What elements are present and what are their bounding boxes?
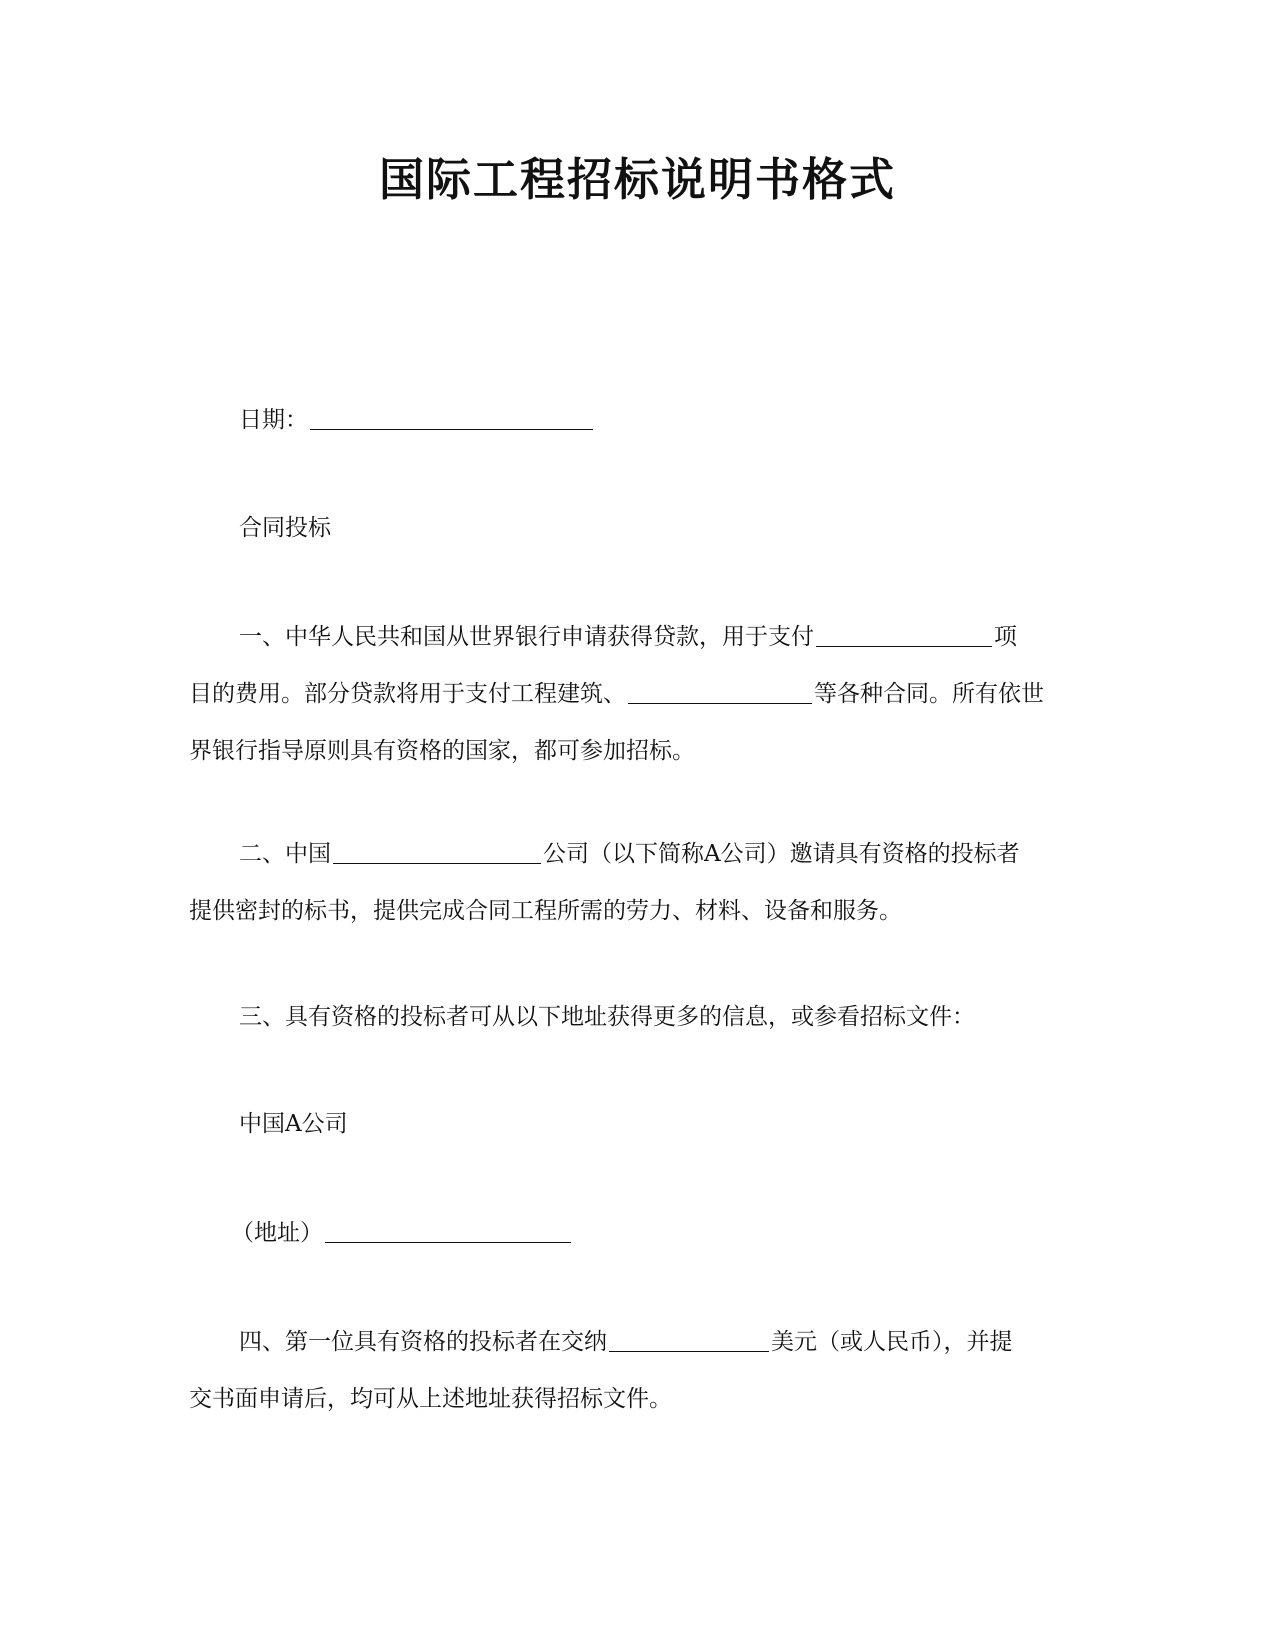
para1-line1-end: 项 — [994, 624, 1017, 650]
para1-line1-text: 一、中华人民共和国从世界银行申请获得贷款，用于支付 — [239, 624, 814, 650]
para4-line2: 交书面申请后，均可从上述地址获得招标文件。 — [189, 1386, 672, 1412]
address-label: （地址） — [231, 1220, 323, 1246]
paragraph-4 — [189, 1314, 1089, 1428]
para4-line1-text: 四、第一位具有资格的投标者在交纳 — [239, 1329, 607, 1355]
paragraph-3 — [189, 989, 1089, 1046]
address-line — [189, 1205, 1089, 1262]
para1-line2-text: 目的费用。部分贷款将用于支付工程建筑、 — [189, 681, 626, 707]
section-heading: 合同投标 — [239, 515, 331, 541]
address-blank[interactable] — [325, 1218, 571, 1243]
company-blank[interactable] — [333, 839, 541, 864]
paragraph-2 — [189, 826, 1089, 940]
company-name-line — [189, 1096, 1089, 1153]
para2-line1-end: 公司（以下简称A公司）邀请具有资格的投标者 — [543, 841, 1020, 867]
date-blank[interactable] — [310, 405, 593, 430]
section-heading-line — [189, 500, 1089, 557]
company-name: 中国A公司 — [239, 1111, 348, 1137]
paragraph-1 — [189, 609, 1089, 780]
para3-line1: 三、具有资格的投标者可从以下地址获得更多的信息，或参看招标文件： — [239, 1004, 975, 1030]
date-line — [189, 392, 1089, 449]
fee-blank[interactable] — [609, 1327, 769, 1352]
project-blank[interactable] — [816, 622, 992, 647]
para1-line3: 界银行指导原则具有资格的国家，都可参加招标。 — [189, 738, 695, 764]
para2-line2: 提供密封的标书，提供完成合同工程所需的劳力、材料、设备和服务。 — [189, 898, 902, 924]
para2-line1-text: 二、中国 — [239, 841, 331, 867]
para1-line2-end: 等各种合同。所有依世 — [814, 681, 1044, 707]
para4-line1-end: 美元（或人民币），并提 — [771, 1329, 1013, 1355]
document-title: 国际工程招标说明书格式 — [378, 153, 896, 206]
contract-type-blank[interactable] — [628, 679, 812, 704]
date-label: 日期： — [239, 407, 308, 433]
